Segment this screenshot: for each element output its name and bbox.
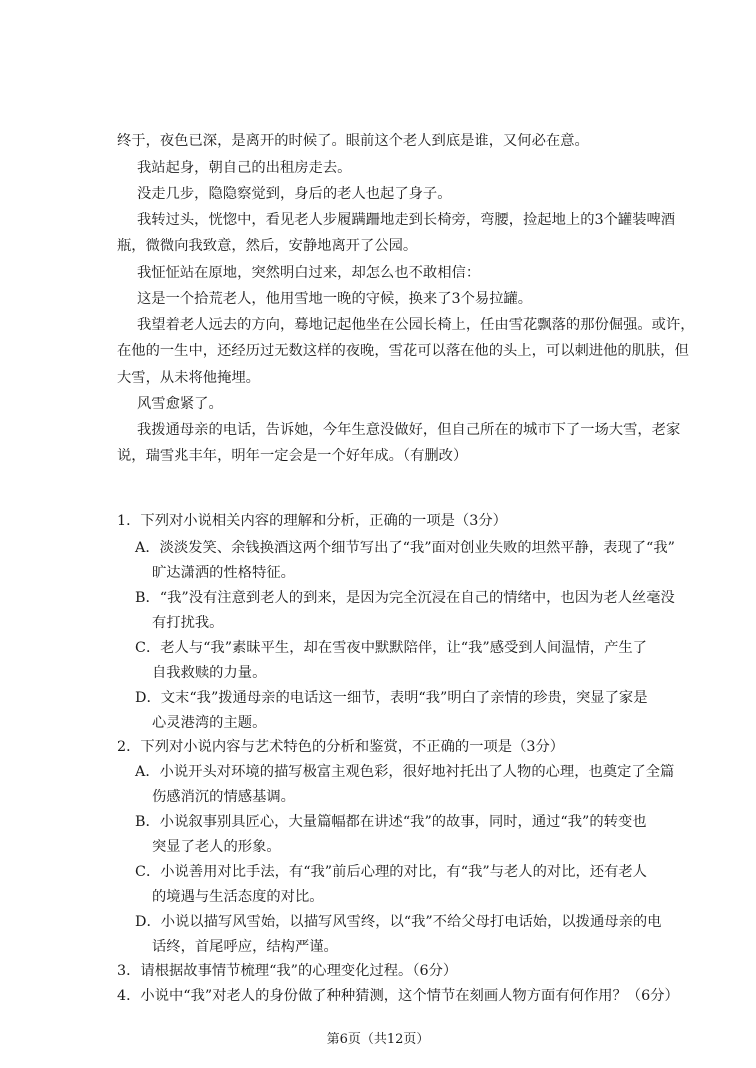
option-d bbox=[135, 910, 661, 960]
option-text-continued: 旷达潇洒的性格特征。 bbox=[152, 565, 295, 581]
option-text: A．小说开头对环境的描写极富主观色彩，很好地衬托出了人物的心理，也奠定了全篇 bbox=[135, 764, 675, 780]
option-text: C．老人与“我”素昧平生，却在雪夜中默默陪伴，让“我”感受到人间温情，产生了 bbox=[135, 640, 647, 656]
option-b bbox=[135, 810, 647, 860]
story-paragraph: 我转过头，恍惚中，看见老人步履蹒跚地走到长椅旁，弯腰，捡起地上的3个罐装啤酒 bbox=[137, 212, 676, 228]
option-text-continued: 伤感消沉的情感基调。 bbox=[152, 789, 295, 805]
story-paragraph-continued: 说，瑞雪兆丰年，明年一定会是一个好年成。（有删改） bbox=[117, 448, 468, 464]
option-text-continued: 突显了老人的形象。 bbox=[152, 839, 281, 855]
question-stem: 2．下列对小说内容与艺术特色的分析和鉴赏，不正确的一项是（3分） bbox=[117, 739, 565, 755]
option-text-continued: 心灵港湾的主题。 bbox=[152, 715, 267, 731]
story-paragraph: 终于，夜色已深，是离开的时候了。眼前这个老人到底是谁，又何必在意。 bbox=[117, 133, 589, 149]
option-text: B．小说叙事别具匠心，大量篇幅都在讲述“我”的故事，同时，通过“我”的转变也 bbox=[135, 814, 647, 830]
option-a bbox=[135, 536, 675, 586]
story-paragraph: 我望着老人远去的方向，蓦地记起他坐在公园长椅上，任由雪花飘落的那份倔强。或许， bbox=[137, 317, 695, 333]
story-paragraph: 没走几步，隐隐察觉到，身后的老人也起了身子。 bbox=[137, 186, 452, 202]
story-paragraph: 这是一个拾荒老人，他用雪地一晚的守候，换来了3个易拉罐。 bbox=[137, 291, 533, 307]
option-text-continued: 自我救赎的力量。 bbox=[152, 665, 267, 681]
story-paragraph: 我拨通母亲的电话，告诉她，今年生意没做好，但自己所在的城市下了一场大雪，老家 bbox=[137, 422, 681, 438]
option-text: C．小说善用对比手法，有“我”前后心理的对比，有“我”与老人的对比，还有老人 bbox=[135, 864, 647, 880]
question-stem: 1．下列对小说相关内容的理解和分析，正确的一项是（3分） bbox=[117, 513, 507, 529]
option-text-continued: 话终，首尾呼应，结构严谨。 bbox=[152, 939, 338, 955]
option-text: D．文末“我”拨通母亲的电话这一细节，表明“我”明白了亲情的珍贵，突显了家是 bbox=[135, 690, 648, 706]
story-paragraph-continued: 瓶，微微向我致意，然后，安静地离开了公园。 bbox=[117, 238, 418, 254]
option-d bbox=[135, 686, 648, 736]
option-text-continued: 的境遇与生活态度的对比。 bbox=[152, 889, 324, 905]
page-number: 第6页（共12页） bbox=[326, 1032, 430, 1047]
question-4: 4．小说中“我”对老人的身份做了种种猜测，这个情节在刻画人物方面有何作用？（6分） bbox=[117, 988, 679, 1004]
story-paragraph: 风雪愈紧了。 bbox=[137, 396, 223, 412]
option-c bbox=[135, 860, 647, 910]
option-c bbox=[135, 636, 647, 686]
option-b bbox=[135, 586, 675, 636]
option-a bbox=[135, 760, 674, 810]
story-paragraph-continued: 大雪，从未将他掩埋。 bbox=[117, 370, 260, 386]
story-paragraph: 我怔怔站在原地，突然明白过来，却怎么也不敢相信： bbox=[137, 265, 481, 281]
option-text: B．“我”没有注意到老人的到来，是因为完全沉浸在自己的情绪中，也因为老人丝毫没 bbox=[135, 590, 675, 606]
question-3: 3．请根据故事情节梳理“我”的心理变化过程。（6分） bbox=[117, 963, 458, 979]
option-text: D．小说以描写风雪始，以描写风雪终，以“我”不给父母打电话始，以拨通母亲的电 bbox=[135, 914, 662, 930]
option-text-continued: 有打扰我。 bbox=[152, 615, 224, 631]
story-paragraph-continued: 在他的一生中，还经历过无数这样的夜晚，雪花可以落在他的头上，可以刺进他的肌肤，但 bbox=[117, 343, 689, 359]
story-paragraph: 我站起身，朝自己的出租房走去。 bbox=[137, 160, 352, 176]
option-text: A．淡淡发笑、余钱换酒这两个细节写出了“我”面对创业失败的坦然平静，表现了“我” bbox=[135, 540, 675, 556]
